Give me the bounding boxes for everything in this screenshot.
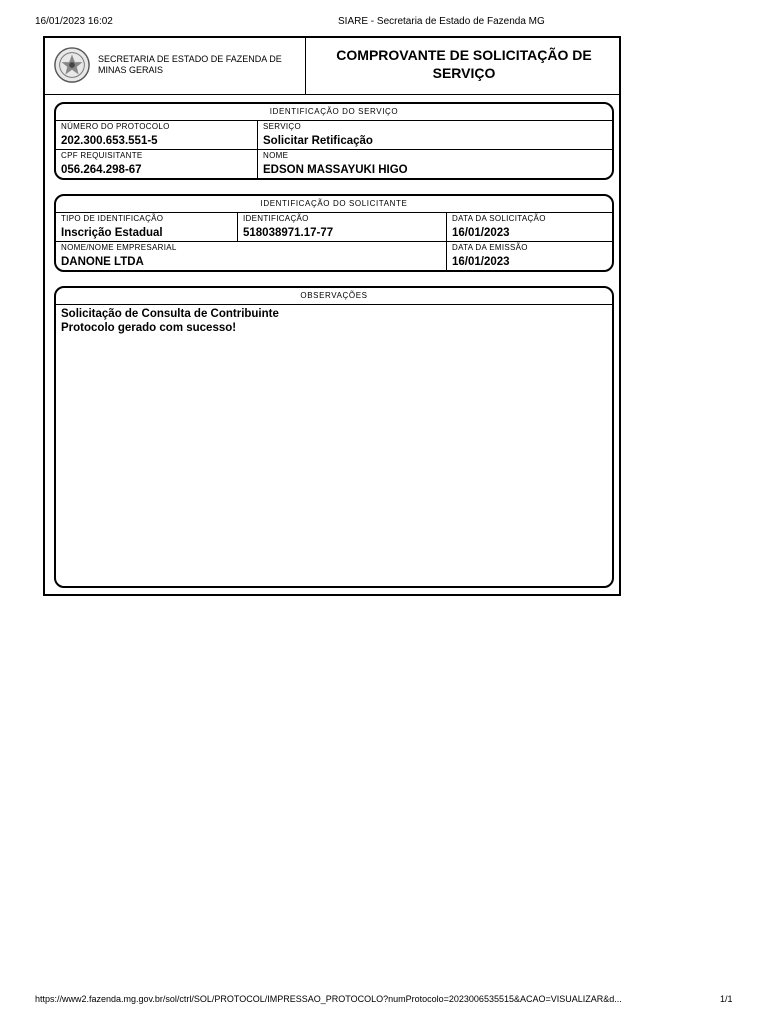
observation-line: Solicitação de Consulta de Contribuinte — [61, 308, 279, 320]
identification-value: 518038971.17-77 — [243, 227, 334, 239]
request-date-value: 16/01/2023 — [452, 227, 510, 239]
service-value: Solicitar Retificação — [263, 135, 373, 147]
print-page-number: 1/1 — [720, 994, 733, 1004]
issue-date-cell — [446, 242, 612, 270]
state-seal-icon — [53, 46, 91, 84]
protocol-cell — [56, 121, 257, 149]
observations-section-title: OBSERVAÇÕES — [56, 288, 612, 305]
cpf-cell — [56, 150, 257, 178]
id-type-cell — [56, 213, 237, 241]
service-section-title: IDENTIFICAÇÃO DO SERVIÇO — [56, 104, 612, 121]
service-row-1 — [56, 121, 612, 150]
service-section — [54, 102, 614, 180]
requester-row-1 — [56, 213, 612, 242]
print-page-title: SIARE - Secretaria de Estado de Fazenda MG — [338, 16, 545, 27]
requester-name-value: EDSON MASSAYUKI HIGO — [263, 164, 408, 176]
identification-label: IDENTIFICAÇÃO — [243, 214, 309, 223]
requester-section-title: IDENTIFICAÇÃO DO SOLICITANTE — [56, 196, 612, 213]
observation-line: Protocolo gerado com sucesso! — [61, 322, 237, 334]
company-name-value: DANONE LTDA — [61, 256, 144, 268]
protocol-label: NÚMERO DO PROTOCOLO — [61, 122, 170, 131]
receipt-frame — [43, 36, 621, 596]
service-row-2 — [56, 150, 612, 178]
id-type-value: Inscrição Estadual — [61, 227, 163, 239]
print-datetime: 16/01/2023 16:02 — [35, 16, 113, 27]
issue-date-label: DATA DA EMISSÃO — [452, 243, 528, 252]
cpf-label: CPF REQUISITANTE — [61, 151, 143, 160]
document-title: COMPROVANTE DE SOLICITAÇÃO DE SERVIÇO — [336, 47, 592, 81]
requester-section — [54, 194, 614, 272]
observations-text — [56, 305, 612, 337]
print-url: https://www2.fazenda.mg.gov.br/sol/ctrl/SOL/PROTOCOL/IMPRESSAO_PROTOCOLO?numProtocolo=2023006535515&ACAO=VISUALIZAR&d... — [35, 994, 622, 1004]
id-type-label: TIPO DE IDENTIFICAÇÃO — [61, 214, 164, 223]
requester-row-2 — [56, 242, 612, 270]
identification-cell — [237, 213, 446, 241]
observations-section — [54, 286, 614, 588]
cpf-value: 056.264.298-67 — [61, 164, 142, 176]
request-date-cell — [446, 213, 612, 241]
receipt-header — [45, 38, 619, 95]
issue-date-value: 16/01/2023 — [452, 256, 510, 268]
requester-name-label: NOME — [263, 151, 289, 160]
agency-block — [45, 38, 306, 94]
agency-name: SECRETARIA DE ESTADO DE FAZENDA DE MINAS GERAIS — [98, 54, 282, 75]
requester-name-cell — [257, 150, 612, 178]
request-date-label: DATA DA SOLICITAÇÃO — [452, 214, 546, 223]
service-label: SERVIÇO — [263, 122, 301, 131]
protocol-value: 202.300.653.551-5 — [61, 135, 158, 147]
company-name-label: NOME/NOME EMPRESARIAL — [61, 243, 177, 252]
service-cell — [257, 121, 612, 149]
company-name-cell — [56, 242, 446, 270]
